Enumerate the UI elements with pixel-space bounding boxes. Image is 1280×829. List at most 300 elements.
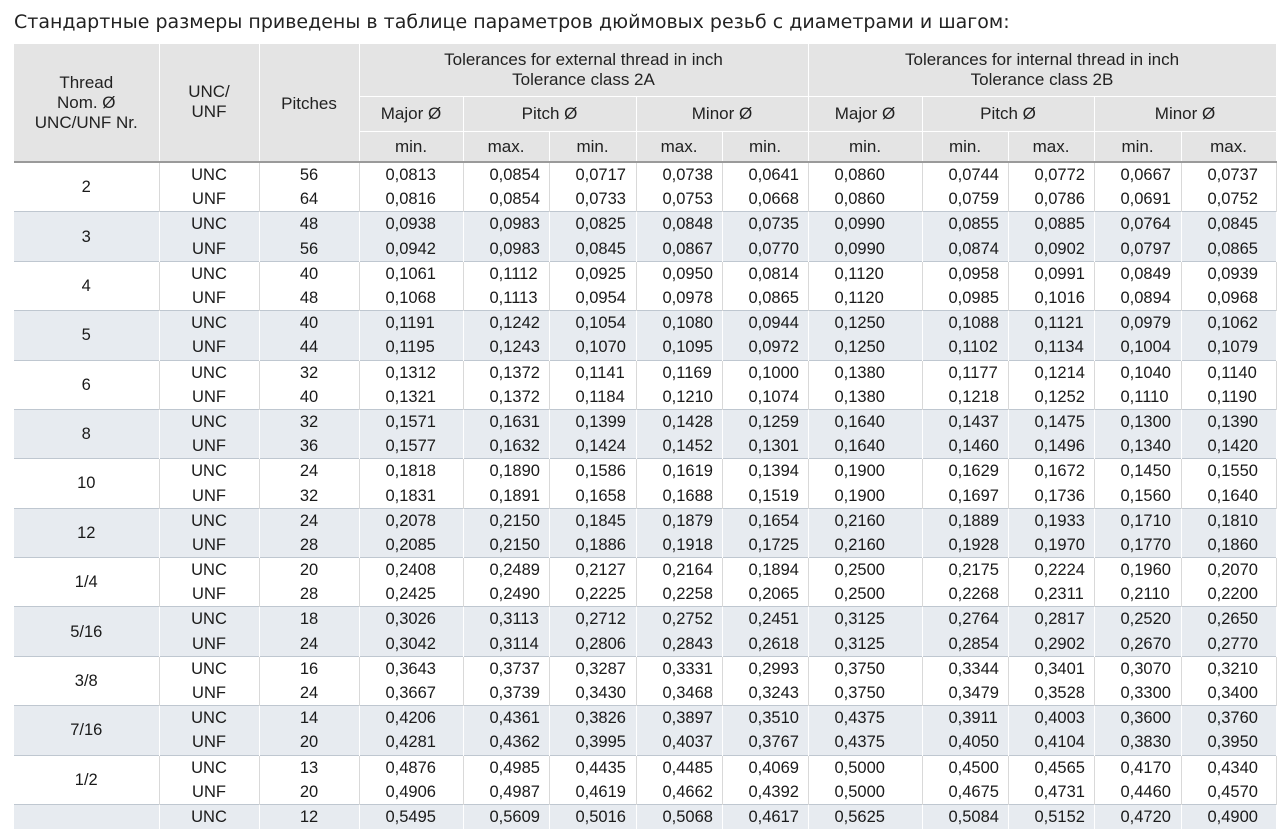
pitch-cell: 20 [259, 730, 359, 755]
value-cell: 0,2993 [722, 656, 808, 681]
value-cell: 0,1890 [463, 459, 549, 484]
value-cell: 0,2618 [722, 632, 808, 657]
value-cell: 0,2425 [359, 582, 463, 607]
value-cell: 0,0938 [359, 212, 463, 237]
thread-type-cell: UNC [159, 508, 259, 533]
value-cell: 0,0738 [636, 162, 722, 187]
thread-nominal-cell: 10 [14, 459, 159, 508]
value-cell: 0,1134 [1008, 335, 1094, 360]
value-cell: 0,1079 [1181, 335, 1276, 360]
value-cell: 0,1577 [359, 434, 463, 459]
thread-type-cell: UNF [159, 533, 259, 558]
value-cell: 0,4662 [636, 780, 722, 805]
value-cell: 0,3113 [463, 607, 549, 632]
value-cell: 0,3468 [636, 681, 722, 706]
pitch-cell: 24 [259, 508, 359, 533]
table-row [14, 261, 1276, 286]
table-row [14, 311, 1276, 336]
value-cell: 0,4987 [463, 780, 549, 805]
table-row [14, 335, 1276, 360]
value-cell: 0,1000 [722, 360, 808, 385]
table-row [14, 706, 1276, 731]
thread-type-cell: UNC [159, 212, 259, 237]
header-min-max: min. [1094, 132, 1181, 163]
value-cell: 0,4985 [463, 755, 549, 780]
value-cell: 0,4392 [722, 780, 808, 805]
pitch-cell: 20 [259, 558, 359, 583]
value-cell: 0,0759 [922, 187, 1008, 212]
header-min-max: min. [549, 132, 636, 163]
value-cell: 0,1658 [549, 483, 636, 508]
value-cell: 0,4003 [1008, 706, 1094, 731]
thread-type-cell: UNC [159, 311, 259, 336]
thread-nominal-cell: 3 [14, 212, 159, 261]
pitch-cell: 24 [259, 632, 359, 657]
value-cell: 0,1629 [922, 459, 1008, 484]
value-cell: 0,0814 [722, 261, 808, 286]
value-cell: 0,1242 [463, 311, 549, 336]
value-cell: 0,0950 [636, 261, 722, 286]
thread-nominal-cell: 1/4 [14, 558, 159, 607]
value-cell: 0,1177 [922, 360, 1008, 385]
value-cell: 0,4375 [808, 730, 922, 755]
value-cell: 0,1886 [549, 533, 636, 558]
thread-nominal-cell: 3/8 [14, 656, 159, 705]
table-body [14, 162, 1276, 829]
value-cell: 0,1016 [1008, 286, 1094, 311]
value-cell: 0,1190 [1181, 385, 1276, 410]
value-cell: 0,4069 [722, 755, 808, 780]
pitch-cell: 24 [259, 459, 359, 484]
value-cell: 0,2500 [808, 558, 922, 583]
value-cell: 0,0983 [463, 212, 549, 237]
header-int-pitch: Pitch Ø [922, 97, 1094, 132]
value-cell: 0,0825 [549, 212, 636, 237]
value-cell: 0,1810 [1181, 508, 1276, 533]
value-cell: 0,3300 [1094, 681, 1181, 706]
thread-type-cell: UNC [159, 409, 259, 434]
value-cell: 0,4435 [549, 755, 636, 780]
value-cell: 0,1697 [922, 483, 1008, 508]
value-cell: 0,2070 [1181, 558, 1276, 583]
thread-type-cell: UNF [159, 632, 259, 657]
value-cell: 0,2175 [922, 558, 1008, 583]
value-cell: 0,0885 [1008, 212, 1094, 237]
value-cell: 0,3950 [1181, 730, 1276, 755]
value-cell: 0,1004 [1094, 335, 1181, 360]
value-cell: 0,1380 [808, 360, 922, 385]
value-cell: 0,4570 [1181, 780, 1276, 805]
value-cell: 0,1818 [359, 459, 463, 484]
value-cell: 0,1970 [1008, 533, 1094, 558]
value-cell: 0,2764 [922, 607, 1008, 632]
thread-nominal-cell: 12 [14, 508, 159, 557]
value-cell: 0,1475 [1008, 409, 1094, 434]
value-cell: 0,4565 [1008, 755, 1094, 780]
pitch-cell: 20 [259, 780, 359, 805]
value-cell: 0,2490 [463, 582, 549, 607]
table-row [14, 607, 1276, 632]
value-cell: 0,0925 [549, 261, 636, 286]
value-cell: 0,2817 [1008, 607, 1094, 632]
value-cell: 0,4340 [1181, 755, 1276, 780]
table-row [14, 804, 1276, 829]
value-cell: 0,3643 [359, 656, 463, 681]
value-cell: 0,1960 [1094, 558, 1181, 583]
pitch-cell: 40 [259, 311, 359, 336]
thread-nominal-cell: 8 [14, 409, 159, 458]
thread-type-cell: UNF [159, 582, 259, 607]
header-min-max: max. [1008, 132, 1094, 163]
value-cell: 0,4675 [922, 780, 1008, 805]
value-cell: 0,2500 [808, 582, 922, 607]
value-cell: 0,1437 [922, 409, 1008, 434]
value-cell: 0,3600 [1094, 706, 1181, 731]
table-row [14, 459, 1276, 484]
value-cell: 0,4104 [1008, 730, 1094, 755]
thread-nominal-cell: 2 [14, 162, 159, 212]
value-cell: 0,2078 [359, 508, 463, 533]
value-cell: 0,1889 [922, 508, 1008, 533]
value-cell: 0,0958 [922, 261, 1008, 286]
value-cell: 0,1195 [359, 335, 463, 360]
value-cell: 0,3430 [549, 681, 636, 706]
thread-type-cell: UNF [159, 730, 259, 755]
value-cell: 0,4900 [1181, 804, 1276, 829]
value-cell: 0,1120 [808, 261, 922, 286]
value-cell: 0,2224 [1008, 558, 1094, 583]
value-cell: 0,1631 [463, 409, 549, 434]
value-cell: 0,3667 [359, 681, 463, 706]
value-cell: 0,1860 [1181, 533, 1276, 558]
header-internal: Tolerances for internal thread in inch Tolerance class 2B [808, 44, 1276, 97]
thread-tolerance-table [14, 44, 1277, 829]
value-cell: 0,1062 [1181, 311, 1276, 336]
value-cell: 0,4720 [1094, 804, 1181, 829]
pitch-cell: 40 [259, 261, 359, 286]
value-cell: 0,0737 [1181, 162, 1276, 187]
value-cell: 0,3737 [463, 656, 549, 681]
table-row [14, 385, 1276, 410]
table-row [14, 632, 1276, 657]
value-cell: 0,2843 [636, 632, 722, 657]
value-cell: 0,1918 [636, 533, 722, 558]
value-cell: 0,0641 [722, 162, 808, 187]
value-cell: 0,1672 [1008, 459, 1094, 484]
value-cell: 0,0954 [549, 286, 636, 311]
table-row [14, 434, 1276, 459]
value-cell: 0,3026 [359, 607, 463, 632]
header-min-max: max. [1181, 132, 1276, 163]
value-cell: 0,1214 [1008, 360, 1094, 385]
table-row [14, 212, 1276, 237]
value-cell: 0,1394 [722, 459, 808, 484]
value-cell: 0,5084 [922, 804, 1008, 829]
header-min-max: min. [808, 132, 922, 163]
value-cell: 0,2160 [808, 508, 922, 533]
value-cell: 0,1095 [636, 335, 722, 360]
thread-nominal-cell: 7/16 [14, 706, 159, 755]
value-cell: 0,1340 [1094, 434, 1181, 459]
thread-type-cell: UNC [159, 607, 259, 632]
thread-type-cell: UNF [159, 286, 259, 311]
value-cell: 0,1321 [359, 385, 463, 410]
value-cell: 0,4206 [359, 706, 463, 731]
table-row [14, 286, 1276, 311]
value-cell: 0,3331 [636, 656, 722, 681]
pitch-cell: 64 [259, 187, 359, 212]
value-cell: 0,0854 [463, 162, 549, 187]
value-cell: 0,0770 [722, 237, 808, 262]
value-cell: 0,0854 [463, 187, 549, 212]
value-cell: 0,4170 [1094, 755, 1181, 780]
value-cell: 0,1424 [549, 434, 636, 459]
value-cell: 0,3210 [1181, 656, 1276, 681]
value-cell: 0,0797 [1094, 237, 1181, 262]
thread-type-cell: UNF [159, 780, 259, 805]
value-cell: 0,1218 [922, 385, 1008, 410]
value-cell: 0,0772 [1008, 162, 1094, 187]
value-cell: 0,0939 [1181, 261, 1276, 286]
value-cell: 0,3125 [808, 632, 922, 657]
header-external: Tolerances for external thread in inch Tolerance class 2A [359, 44, 808, 97]
value-cell: 0,2200 [1181, 582, 1276, 607]
value-cell: 0,3479 [922, 681, 1008, 706]
value-cell: 0,1688 [636, 483, 722, 508]
table-row [14, 162, 1276, 187]
value-cell: 0,0855 [922, 212, 1008, 237]
pitch-cell: 44 [259, 335, 359, 360]
value-cell: 0,2670 [1094, 632, 1181, 657]
table-row [14, 755, 1276, 780]
header-min-max: max. [463, 132, 549, 163]
value-cell: 0,4037 [636, 730, 722, 755]
value-cell: 0,5609 [463, 804, 549, 829]
thread-type-cell: UNF [159, 483, 259, 508]
value-cell: 0,1571 [359, 409, 463, 434]
value-cell: 0,4876 [359, 755, 463, 780]
header-min-max: min. [922, 132, 1008, 163]
pitch-cell: 28 [259, 582, 359, 607]
value-cell: 0,0744 [922, 162, 1008, 187]
value-cell: 0,2770 [1181, 632, 1276, 657]
pitch-cell: 56 [259, 237, 359, 262]
value-cell: 0,3287 [549, 656, 636, 681]
value-cell: 0,1301 [722, 434, 808, 459]
thread-type-cell: UNF [159, 187, 259, 212]
thread-type-cell: UNC [159, 804, 259, 829]
value-cell: 0,1120 [808, 286, 922, 311]
thread-type-cell: UNC [159, 459, 259, 484]
value-cell: 0,0845 [549, 237, 636, 262]
value-cell: 0,4362 [463, 730, 549, 755]
value-cell: 0,0717 [549, 162, 636, 187]
value-cell: 0,2520 [1094, 607, 1181, 632]
value-cell: 0,2650 [1181, 607, 1276, 632]
value-cell: 0,0813 [359, 162, 463, 187]
value-cell: 0,1736 [1008, 483, 1094, 508]
value-cell: 0,1640 [808, 434, 922, 459]
value-cell: 0,4619 [549, 780, 636, 805]
value-cell: 0,3125 [808, 607, 922, 632]
thread-type-cell: UNF [159, 681, 259, 706]
pitch-cell: 32 [259, 483, 359, 508]
pitch-cell: 32 [259, 409, 359, 434]
value-cell: 0,3750 [808, 656, 922, 681]
header-int-minor: Minor Ø [1094, 97, 1276, 132]
value-cell: 0,1894 [722, 558, 808, 583]
value-cell: 0,3510 [722, 706, 808, 731]
header-ext-major: Major Ø [359, 97, 463, 132]
value-cell: 0,3897 [636, 706, 722, 731]
value-cell: 0,0845 [1181, 212, 1276, 237]
value-cell: 0,1312 [359, 360, 463, 385]
value-cell: 0,1725 [722, 533, 808, 558]
value-cell: 0,1640 [1181, 483, 1276, 508]
value-cell: 0,2408 [359, 558, 463, 583]
header-min-max: min. [722, 132, 808, 163]
thread-type-cell: UNC [159, 755, 259, 780]
value-cell: 0,2225 [549, 582, 636, 607]
value-cell: 0,2451 [722, 607, 808, 632]
intro-text: Стандартные размеры приведены в таблице параметров дюймовых резьб с диаметрами и шагом: [14, 11, 1010, 33]
thread-nominal-cell: 6 [14, 360, 159, 409]
value-cell: 0,1654 [722, 508, 808, 533]
pitch-cell: 32 [259, 360, 359, 385]
thread-nominal-cell: 4 [14, 261, 159, 310]
value-cell: 0,0735 [722, 212, 808, 237]
header-pitches: Pitches [259, 44, 359, 162]
pitch-cell: 36 [259, 434, 359, 459]
thread-type-cell: UNC [159, 162, 259, 187]
value-cell: 0,2712 [549, 607, 636, 632]
thread-type-cell: UNC [159, 261, 259, 286]
pitch-cell: 12 [259, 804, 359, 829]
value-cell: 0,1259 [722, 409, 808, 434]
value-cell: 0,2752 [636, 607, 722, 632]
value-cell: 0,0944 [722, 311, 808, 336]
header-unc-unf: UNC/ UNF [159, 44, 259, 162]
header-ext-minor: Minor Ø [636, 97, 808, 132]
value-cell: 0,1891 [463, 483, 549, 508]
value-cell: 0,1141 [549, 360, 636, 385]
value-cell: 0,0786 [1008, 187, 1094, 212]
value-cell: 0,1933 [1008, 508, 1094, 533]
value-cell: 0,1550 [1181, 459, 1276, 484]
value-cell: 0,4375 [808, 706, 922, 731]
value-cell: 0,0860 [808, 187, 922, 212]
table-row [14, 730, 1276, 755]
value-cell: 0,1770 [1094, 533, 1181, 558]
value-cell: 0,1450 [1094, 459, 1181, 484]
value-cell: 0,1112 [463, 261, 549, 286]
value-cell: 0,3114 [463, 632, 549, 657]
value-cell: 0,1080 [636, 311, 722, 336]
value-cell: 0,4617 [722, 804, 808, 829]
value-cell: 0,0865 [1181, 237, 1276, 262]
value-cell: 0,5000 [808, 755, 922, 780]
value-cell: 0,4361 [463, 706, 549, 731]
table-row [14, 681, 1276, 706]
thread-type-cell: UNC [159, 558, 259, 583]
value-cell: 0,0972 [722, 335, 808, 360]
value-cell: 0,1900 [808, 459, 922, 484]
value-cell: 0,0752 [1181, 187, 1276, 212]
value-cell: 0,3042 [359, 632, 463, 657]
value-cell: 0,1560 [1094, 483, 1181, 508]
value-cell: 0,1640 [808, 409, 922, 434]
value-cell: 0,0848 [636, 212, 722, 237]
value-cell: 0,1184 [549, 385, 636, 410]
value-cell: 0,1210 [636, 385, 722, 410]
value-cell: 0,1061 [359, 261, 463, 286]
value-cell: 0,3995 [549, 730, 636, 755]
pitch-cell: 48 [259, 286, 359, 311]
thread-type-cell: UNF [159, 385, 259, 410]
value-cell: 0,1088 [922, 311, 1008, 336]
value-cell: 0,1900 [808, 483, 922, 508]
value-cell: 0,3830 [1094, 730, 1181, 755]
value-cell: 0,3344 [922, 656, 1008, 681]
value-cell: 0,2150 [463, 533, 549, 558]
value-cell: 0,3400 [1181, 681, 1276, 706]
value-cell: 0,1845 [549, 508, 636, 533]
value-cell: 0,1102 [922, 335, 1008, 360]
table-row [14, 533, 1276, 558]
value-cell: 0,5152 [1008, 804, 1094, 829]
header-int-major: Major Ø [808, 97, 922, 132]
value-cell: 0,1140 [1181, 360, 1276, 385]
pitch-cell: 13 [259, 755, 359, 780]
value-cell: 0,1113 [463, 286, 549, 311]
value-cell: 0,1928 [922, 533, 1008, 558]
pitch-cell: 40 [259, 385, 359, 410]
value-cell: 0,1399 [549, 409, 636, 434]
value-cell: 0,3070 [1094, 656, 1181, 681]
value-cell: 0,0902 [1008, 237, 1094, 262]
value-cell: 0,0978 [636, 286, 722, 311]
value-cell: 0,0867 [636, 237, 722, 262]
value-cell: 0,0983 [463, 237, 549, 262]
value-cell: 0,0979 [1094, 311, 1181, 336]
header-ext-pitch: Pitch Ø [463, 97, 636, 132]
value-cell: 0,4485 [636, 755, 722, 780]
thread-nominal-cell: 5/16 [14, 607, 159, 656]
value-cell: 0,1586 [549, 459, 636, 484]
value-cell: 0,5495 [359, 804, 463, 829]
header-thread: Thread Nom. Ø UNC/UNF Nr. [14, 44, 159, 162]
value-cell: 0,1121 [1008, 311, 1094, 336]
value-cell: 0,0865 [722, 286, 808, 311]
value-cell: 0,2854 [922, 632, 1008, 657]
value-cell: 0,0874 [922, 237, 1008, 262]
value-cell: 0,0991 [1008, 261, 1094, 286]
value-cell: 0,3911 [922, 706, 1008, 731]
value-cell: 0,1300 [1094, 409, 1181, 434]
value-cell: 0,0667 [1094, 162, 1181, 187]
thread-type-cell: UNC [159, 656, 259, 681]
value-cell: 0,2160 [808, 533, 922, 558]
value-cell: 0,1460 [922, 434, 1008, 459]
table-row [14, 187, 1276, 212]
table-row [14, 656, 1276, 681]
value-cell: 0,2110 [1094, 582, 1181, 607]
value-cell: 0,2268 [922, 582, 1008, 607]
thread-type-cell: UNF [159, 434, 259, 459]
value-cell: 0,3750 [808, 681, 922, 706]
value-cell: 0,4500 [922, 755, 1008, 780]
value-cell: 0,1452 [636, 434, 722, 459]
